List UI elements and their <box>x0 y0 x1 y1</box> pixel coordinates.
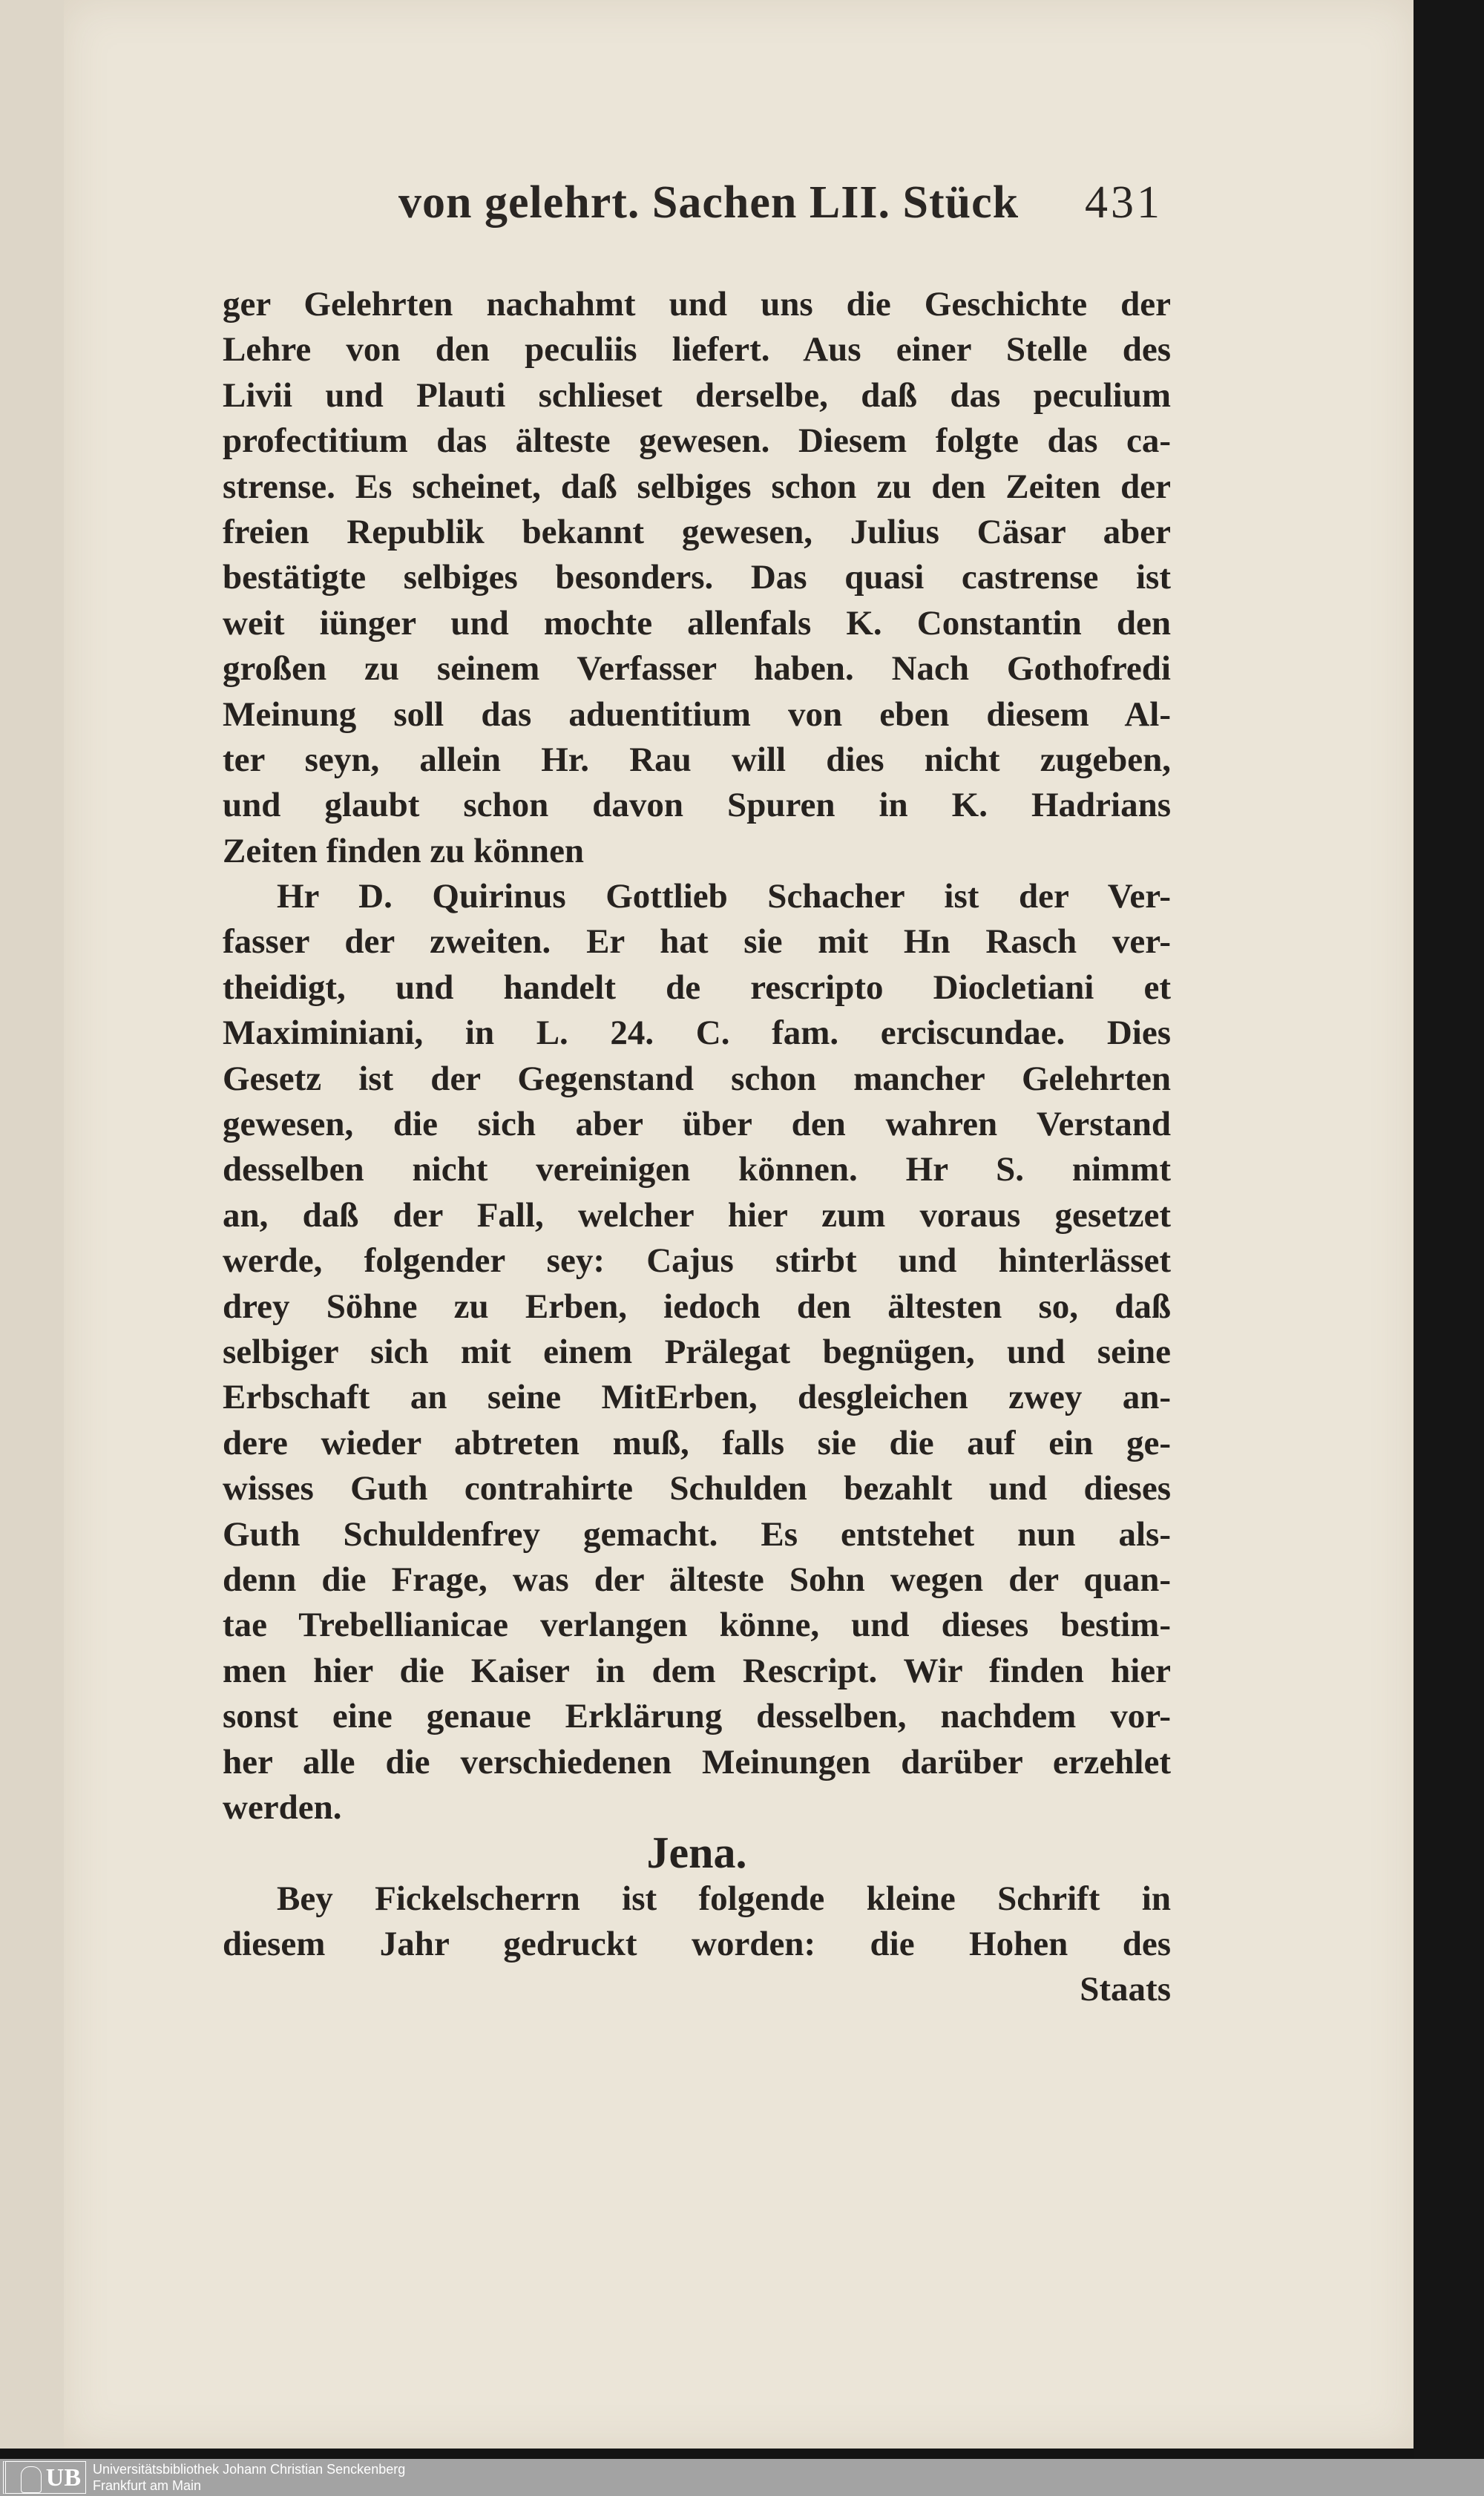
text-line: drey Söhne zu Erben, iedoch den ältesten so, daß <box>223 1287 1171 1326</box>
ub-logo <box>3 2461 86 2494</box>
running-header <box>398 177 1163 236</box>
portrait-icon <box>21 2466 42 2493</box>
text-line: diesem Jahr gedruckt worden: die Hohen des <box>223 1925 1171 1964</box>
text-line: dere wieder abtreten muß, falls sie die auf ein ge- <box>223 1423 1171 1462</box>
text-line: profectitium das älteste gewesen. Diesem folgte das ca- <box>223 421 1171 461</box>
text-line: bestätigte selbiges besonders. Das quasi castrense ist <box>223 558 1171 597</box>
paragraph-end-line: werden. <box>223 1787 342 1827</box>
text-line: Erbschaft an seine MitErben, desgleichen zwey an- <box>223 1378 1171 1417</box>
section-heading: Jena. <box>646 1830 747 1876</box>
scanner-edge <box>1414 0 1484 2459</box>
text-line: strense. Es scheinet, daß selbiges schon zu den Zeiten der <box>223 467 1171 506</box>
text-line: werde, folgender sey: Cajus stirbt und hinterlässet <box>223 1241 1171 1281</box>
text-line: ter seyn, allein Hr. Rau will dies nicht zugeben, <box>223 740 1171 779</box>
text-line: Meinung soll das aduentitium von eben diesem Al- <box>223 694 1171 734</box>
text-line: Maximiniani, in L. 24. C. fam. erciscundae. Dies <box>223 1014 1171 1053</box>
text-line: ger Gelehrten nachahmt und uns die Geschichte der <box>223 285 1171 324</box>
text-line: sonst eine genaue Erklärung desselben, nachdem vor- <box>223 1697 1171 1736</box>
institution-location: Frankfurt am Main <box>93 2478 202 2493</box>
paragraph-start-line: Hr D. Quirinus Gottlieb Schacher ist der Ver- <box>277 877 1171 916</box>
running-title: von gelehrt. Sachen LII. Stück <box>398 177 1020 228</box>
paragraph-start-line: Bey Fickelscherrn ist folgende kleine Schrift in <box>277 1879 1171 1918</box>
text-line: theidigt, und handelt de rescripto Diocletiani et <box>223 968 1171 1007</box>
text-line: freien Republik bekannt gewesen, Julius Cäsar aber <box>223 512 1171 551</box>
institution-name: Universitätsbibliothek Johann Christian Senckenberg <box>93 2462 406 2477</box>
text-line: Gesetz ist der Gegenstand schon mancher Gelehrten <box>223 1059 1171 1098</box>
catchword: Staats <box>1080 1970 1171 2009</box>
text-line: Lehre von den peculiis liefert. Aus einer Stelle des <box>223 330 1171 370</box>
text-line: gewesen, die sich aber über den wahren Verstand <box>223 1105 1171 1144</box>
text-line: an, daß der Fall, welcher hier zum voraus gesetzet <box>223 1195 1171 1235</box>
text-line: Guth Schuldenfrey gemacht. Es entstehet nun als- <box>223 1514 1171 1554</box>
page-body <box>223 282 1171 2013</box>
text-line: men hier die Kaiser in dem Rescript. Wir finden hier <box>223 1651 1171 1690</box>
text-line: weit iünger und mochte allenfals K. Constantin den <box>223 603 1171 643</box>
text-line: denn die Frage, was der älteste Sohn wegen der quan- <box>223 1560 1171 1599</box>
text-line: her alle die verschiedenen Meinungen darüber erzehlet <box>223 1742 1171 1781</box>
text-line: tae Trebellianicae verlangen könne, und dieses bestim- <box>223 1606 1171 1645</box>
logo-text: UB <box>45 2464 81 2492</box>
text-line: Livii und Plauti schlieset derselbe, daß das peculium <box>223 375 1171 415</box>
text-line: und glaubt schon davon Spuren in K. Hadrians <box>223 786 1171 825</box>
text-line: selbiger sich mit einem Prälegat begnügen, und seine <box>223 1332 1171 1371</box>
text-line: großen zu seinem Verfasser haben. Nach Gothofredi <box>223 649 1171 689</box>
paragraph-end-line: Zeiten finden zu können <box>223 831 585 870</box>
page-number: 431 <box>1085 177 1163 228</box>
text-line: desselben nicht vereinigen können. Hr S. nimmt <box>223 1150 1171 1189</box>
text-line: wisses Guth contrahirte Schulden bezahlt und dieses <box>223 1469 1171 1508</box>
library-footer <box>0 2459 1484 2496</box>
text-line: fasser der zweiten. Er hat sie mit Hn Rasch ver- <box>223 922 1171 962</box>
